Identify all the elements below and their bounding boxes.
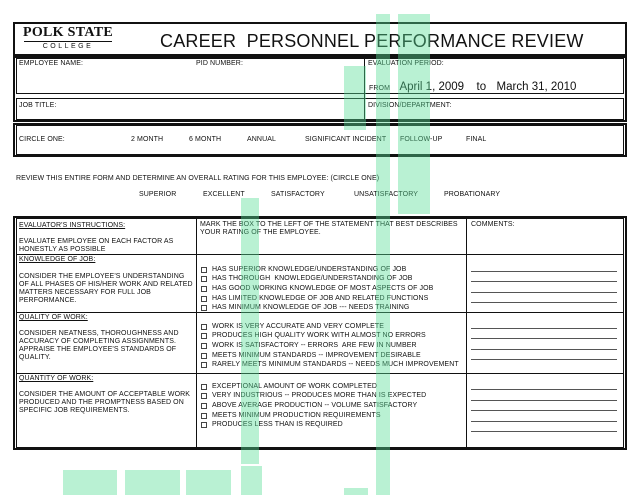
knowledge-option-5: HAS MINIMUM KNOWLEDGE OF JOB --- NEEDS TRAINING [212, 304, 410, 312]
option-checkbox[interactable] [201, 324, 207, 330]
review-type-significant-incident[interactable]: SIGNIFICANT INCIDENT [305, 136, 387, 143]
rating-superior[interactable]: SUPERIOR [139, 191, 177, 198]
highlight-overlay [63, 470, 117, 495]
logo-line1: POLK STATE [22, 25, 113, 40]
quality-option-3: WORK IS SATISFACTORY -- ERRORS ARE FEW IN NUMBER [212, 341, 417, 349]
highlight-overlay [125, 470, 180, 495]
comment-line[interactable] [471, 421, 617, 422]
comment-line[interactable] [471, 328, 617, 329]
review-type-annual[interactable]: ANNUAL [247, 136, 276, 143]
comment-line[interactable] [471, 400, 617, 401]
comment-line[interactable] [471, 389, 617, 390]
quantity-option-1: EXCEPTIONAL AMOUNT OF WORK COMPLETED [212, 382, 378, 390]
review-type-2-month[interactable]: 2 MONTH [131, 136, 164, 143]
overall-rating-instruction: REVIEW THIS ENTIRE FORM AND DETERMINE AN OVERALL RATING FOR THIS EMPLOYEE: (CIRCLE ONE) [16, 175, 380, 182]
option-checkbox[interactable] [201, 333, 207, 339]
pid-label: PID NUMBER: [196, 60, 243, 67]
option-checkbox[interactable] [201, 343, 207, 349]
highlight-overlay [344, 66, 366, 130]
comment-line[interactable] [471, 349, 617, 350]
quality-option-4: MEETS MINIMUM STANDARDS -- IMPROVEMENT DESIRABLE [212, 351, 421, 359]
option-checkbox[interactable] [201, 393, 207, 399]
option-checkbox[interactable] [201, 305, 207, 311]
option-checkbox[interactable] [201, 413, 207, 419]
option-checkbox[interactable] [201, 422, 207, 428]
employee-name-label: EMPLOYEE NAME: [19, 60, 84, 67]
evaluator-instructions-text: EVALUATE EMPLOYEE ON EACH FACTOR AS HONESTLY AS POSSIBLE [19, 238, 174, 254]
highlight-overlay [344, 488, 368, 495]
knowledge-option-1: HAS SUPERIOR KNOWLEDGE/UNDERSTANDING OF JOB [212, 265, 407, 273]
rating-satisfactory[interactable]: SATISFACTORY [271, 191, 325, 198]
option-checkbox[interactable] [201, 286, 207, 292]
to-label: to [476, 81, 487, 93]
option-checkbox[interactable] [201, 267, 207, 273]
quantity-description: CONSIDER THE AMOUNT OF ACCEPTABLE WORK PRODUCED AND THE PROMPTNESS BASED ON SPECIFIC JOB REQUIREMENTS. [19, 391, 191, 415]
knowledge-option-3: HAS GOOD WORKING KNOWLEDGE OF MOST ASPECTS OF JOB [212, 284, 434, 292]
review-type-follow-up[interactable]: FOLLOW-UP [400, 136, 443, 143]
option-checkbox[interactable] [201, 353, 207, 359]
rating-excellent[interactable]: EXCELLENT [203, 191, 245, 198]
comments-heading: COMMENTS: [471, 221, 515, 228]
option-checkbox[interactable] [201, 296, 207, 302]
comment-line[interactable] [471, 281, 617, 282]
logo-line2: COLLEGE [42, 43, 94, 50]
evaluation-period-label: EVALUATION PERIOD: [368, 60, 444, 67]
comment-line[interactable] [471, 338, 617, 339]
comment-line[interactable] [471, 410, 617, 411]
knowledge-description: CONSIDER THE EMPLOYEE'S UNDERSTANDING OF ALL PHASES OF HIS/HER WORK AND RELATED MATTERS NECESSARY FOR FULL JOB PERFORMANCE. [19, 273, 193, 305]
quantity-option-5: PRODUCES LESS THAN IS REQUIRED [212, 421, 343, 429]
job-row [16, 98, 624, 120]
quantity-option-2: VERY INDUSTRIOUS -- PRODUCES MORE THAN IS EXPECTED [212, 392, 427, 400]
review-type-6-month[interactable]: 6 MONTH [189, 136, 222, 143]
knowledge-heading: KNOWLEDGE OF JOB: [19, 256, 96, 263]
comment-line[interactable] [471, 431, 617, 432]
quality-option-1: WORK IS VERY ACCURATE AND VERY COMPLETE [212, 322, 385, 330]
quality-heading: QUALITY OF WORK: [19, 314, 88, 321]
highlight-overlay [376, 14, 390, 495]
highlight-overlay [241, 198, 259, 464]
comment-line[interactable] [471, 292, 617, 293]
mark-box-instructions: MARK THE BOX TO THE LEFT OF THE STATEMENT THAT BEST DESCRIBES YOUR RATING OF THE EMPLOYEE. [200, 221, 458, 237]
to-date: March 31, 2010 [496, 81, 577, 93]
option-checkbox[interactable] [201, 276, 207, 282]
knowledge-option-4: HAS LIMITED KNOWLEDGE OF JOB AND RELATED FUNCTIONS [212, 294, 429, 302]
comment-line[interactable] [471, 359, 617, 360]
page-title: CAREER PERSONNEL PERFORMANCE REVIEW [160, 31, 584, 51]
highlight-overlay [398, 14, 430, 214]
option-checkbox[interactable] [201, 384, 207, 390]
quality-description: CONSIDER NEATNESS, THOROUGHNESS AND ACCURACY OF COMPLETING ASSIGNMENTS. APPRAISE THE EMPLOYEE'S STANDARDS OF QUALITY. [19, 330, 179, 362]
college-logo [18, 26, 118, 51]
comment-line[interactable] [471, 302, 617, 303]
quantity-heading: QUANTITY OF WORK: [19, 375, 94, 382]
highlight-overlay [241, 466, 262, 495]
job-title-label: JOB TITLE: [19, 102, 57, 109]
quantity-option-4: MEETS MINIMUM PRODUCTION REQUIREMENTS [212, 411, 381, 419]
quantity-option-3: ABOVE AVERAGE PRODUCTION -- VOLUME SATISFACTORY [212, 401, 418, 409]
review-type-final[interactable]: FINAL [466, 136, 487, 143]
knowledge-option-2: HAS THOROUGH KNOWLEDGE/UNDERSTANDING OF JOB [212, 275, 413, 283]
evaluator-instructions-heading: EVALUATOR'S INSTRUCTIONS: [19, 222, 126, 229]
option-checkbox[interactable] [201, 403, 207, 409]
comment-line[interactable] [471, 271, 617, 272]
highlight-overlay [186, 470, 231, 495]
quality-option-5: RARELY MEETS MINIMUM STANDARDS -- NEEDS MUCH IMPROVEMENT [212, 361, 459, 369]
rating-unsatisfactory[interactable]: UNSATISFACTORY [354, 191, 419, 198]
division-label: DIVISION/DEPARTMENT: [368, 102, 452, 109]
rating-probationary[interactable]: PROBATIONARY [444, 191, 501, 198]
option-checkbox[interactable] [201, 362, 207, 368]
from-label: FROM [369, 85, 391, 92]
quality-option-2: PRODUCES HIGH QUALITY WORK WITH ALMOST NO ERRORS [212, 332, 426, 340]
from-date: April 1, 2009 [399, 81, 465, 93]
circle-one-label: CIRCLE ONE: [19, 136, 65, 143]
